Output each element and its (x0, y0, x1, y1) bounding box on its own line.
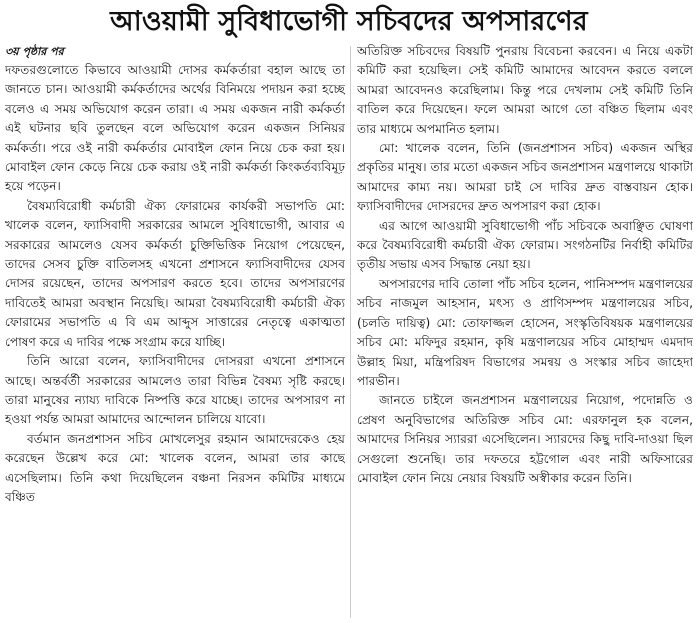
paragraph: তিনি আরো বলেন, ফ্যাসিবাদীদের দোসররা এখনো প্রশাসনে আছে। অন্তর্বর্তী সরকারের আমলেও তারা বিভিন্ন বৈষম্য সৃষ্টি করছে। তারা মানুষের ন্যায্য দাবিকে নিষ্পত্তি করে যাচ্ছে। তাদের অপসারণ না হওয়া পর্যন্ত আমরা আমাদের আন্দোলন চালিয়ে যাবো। (5, 354, 345, 427)
paragraph: বর্তমান জনপ্রশাসন সচিব মোখলেসুর রহমান আমাদেরকেও হেয় করেছেন উল্লেখ করে মো: খালেক বলেন, আমরা তার কাছে এসেছিলাম। তিনি কথা দিয়েছিলেন বঞ্চনা নিরসন কমিটির মাধ্যমে বঞ্চিত (5, 431, 345, 504)
paragraph: মো: খালেক বলেন, তিনি (জনপ্রশাসন সচিব) একজন অস্থির প্রকৃতির মানুষ। তার মতো একজন সচিব জনপ্রশাসন মন্ত্রণালয়ে থাকাটা আমাদের কাম্য নয়। আমরা চাই সে দাবির দ্রুত বাস্তবায়ন হোক। ফ্যাসিবাদীদের দোসরদের দ্রুত অপসারণ করা হোক। (357, 141, 693, 214)
paragraph: এর আগে আওয়ামী সুবিধাভোগী পাঁচ সচিবকে অবাঞ্ছিত ঘোষণা করে বৈষম্যবিরোধী কর্মচারী ঐক্য ফোরাম। সংগঠনটির নির্বাহী কমিটির তৃতীয় সভায় এসব সিদ্ধান্ত নেয়া হয়। (357, 218, 693, 272)
article-column-left (5, 42, 345, 620)
headline: আওয়ামী সুবিধাভোগী সচিবদের অপসারণের (110, 6, 588, 37)
paragraph: বৈষম্যবিরোধী কর্মচারী ঐক্য ফোরামের কার্যকরী সভাপতি মো: খালেক বলেন, ফ্যাসিবাদী সরকারের আমলে সুবিধাভোগী, আবার এ সরকারের আমলেও যেসব কর্মকর্তা চুক্তিভিত্তিক নিয়োগ পেয়েছেন, তাদের সেসব চুক্তি বাতিলসহ এখনো প্রশাসনে ফ্যাসিবাদীদের যেসব দোসর রয়েছেন, তাদের অপসারণ করতে হবে। তাদের অপসারণের দাবিতেই আমরা অবস্থান নিয়েছি। আমরা বৈষম্যবিরোধী কর্মচারী ঐক্য ফোরামের সভাপতি এ বি এম আব্দুস সাত্তারের নেতৃত্বে একাত্মতা পোষণ করে এ দাবির পক্ষে সংগ্রাম করে যাচ্ছি। (5, 198, 345, 349)
paragraph: অপসারণের দাবি তোলা পাঁচ সচিব হলেন, পানিসম্পদ মন্ত্রণালয়ের সচিব নাজমুল আহসান, মৎস্য ও প্রাণিসম্পদ মন্ত্রণালয়ের সচিব, (চলতি দায়িত্ব) মো: তোফাজ্জল হোসেন, সংস্কৃতিবিষয়ক মন্ত্রণালয়ের সচিব মো: মফিদুর রহমান, কৃষি মন্ত্রণালয়ের সচিব মোহাম্মদ এমদাদ উল্লাহ মিয়া, মন্ত্রিপরিষদ বিভাগের সমন্বয় ও সংস্কার সচিব জাহেদা পারভীন। (357, 276, 693, 388)
paragraph: অতিরিক্ত সচিবদের বিষয়টি পুনরায় বিবেচনা করবেন। এ নিয়ে একটা কমিটি করা হয়েছিল। সেই কমিটি আমাদের আবেদন করতে বললে আমরা আবেদনও করেছিলাম। কিন্তু পরে দেখলাম সেই কমিটি তিনি বাতিল করে দিয়েছেন। ফলে আমরা আগে তো বঞ্চিত ছিলাম এবং তার মাধ্যমে অপমানিত হলাম। (357, 44, 693, 136)
continuation-label: ৩য় পৃষ্ঠার পর (5, 45, 64, 58)
column-divider (350, 46, 351, 618)
paragraph: জানতে চাইলে জনপ্রশাসন মন্ত্রণালয়ের নিয়োগ, পদোন্নতি ও প্রেষণ অনুবিভাগের অতিরিক্ত সচিব মো: এরফানুল হক বলেন, আমাদের সিনিয়র স্যাররা এসেছিলেন। স্যারদের কিছু দাবি-দাওয়া ছিল সেগুলো শুনেছি। তার দফতরে হট্টগোল এবং নারী অফিসারের মোবাইল ফোন নিয়ে নেয়ার বিষয়টি অস্বীকার করেন তিনি। (357, 393, 693, 485)
paragraph: দফতরগুলোতে কিভাবে আওয়ামী দোসর কর্মকর্তারা বহাল আছে তা জানতে চান। আওয়ামী কর্মকর্তাদের অর্থের বিনিময়ে পদায়ন করা হচ্ছে বলেও এ সময় অভিযোগ করেন তারা। এ সময় একজন নারী কর্মকর্তা এই ঘটনার ছবি তুলছেন বলে অভিযোগ করেন একজন সিনিয়র কর্মকর্তা। পরে ওই নারী কর্মকর্তার মোবাইল ফোন নিয়ে চেক করা হয়। মোবাইল ফোন কেড়ে নিয়ে চেক করায় ওই নারী কর্মকর্তা কিংকর্তব্যবিমূঢ় হয়ে পড়েন। (5, 63, 345, 194)
article-column-right (357, 42, 693, 620)
